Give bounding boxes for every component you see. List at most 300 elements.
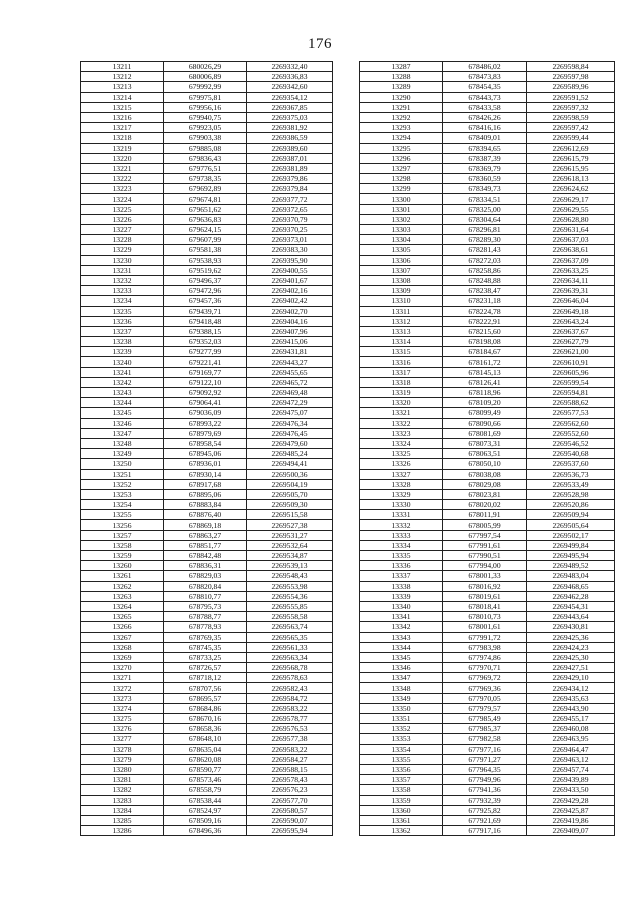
x-coordinate-cell: 678020,02 — [443, 500, 527, 510]
x-coordinate-cell: 678930,14 — [164, 469, 247, 479]
x-coordinate-cell: 678945,06 — [164, 449, 247, 459]
table-row — [360, 72, 615, 82]
y-coordinate-cell: 2269401,67 — [247, 275, 333, 285]
table-row — [360, 775, 615, 785]
x-coordinate-cell: 678707,56 — [164, 683, 247, 693]
y-coordinate-cell: 2269588,62 — [527, 398, 615, 408]
x-coordinate-cell: 679092,92 — [164, 388, 247, 398]
table-row — [81, 826, 333, 836]
y-coordinate-cell: 2269430,81 — [527, 622, 615, 632]
point-number-cell: 13216 — [81, 112, 164, 122]
y-coordinate-cell: 2269375,03 — [247, 112, 333, 122]
point-number-cell: 13283 — [81, 795, 164, 805]
y-coordinate-cell: 2269539,13 — [247, 561, 333, 571]
x-coordinate-cell: 678369,79 — [443, 163, 527, 173]
point-number-cell: 13351 — [360, 714, 443, 724]
y-coordinate-cell: 2269472,29 — [247, 398, 333, 408]
y-coordinate-cell: 2269565,35 — [247, 632, 333, 642]
x-coordinate-cell: 679607,99 — [164, 235, 247, 245]
x-coordinate-cell: 678863,27 — [164, 530, 247, 540]
point-number-cell: 13350 — [360, 703, 443, 713]
table-row — [360, 163, 615, 173]
y-coordinate-cell: 2269434,12 — [527, 683, 615, 693]
table-row — [81, 245, 333, 255]
table-row — [81, 265, 333, 275]
y-coordinate-cell: 2269479,60 — [247, 438, 333, 448]
y-coordinate-cell: 2269455,65 — [247, 367, 333, 377]
y-coordinate-cell: 2269429,10 — [527, 673, 615, 683]
point-number-cell: 13273 — [81, 693, 164, 703]
table-row — [81, 459, 333, 469]
point-number-cell: 13323 — [360, 428, 443, 438]
table-row — [81, 296, 333, 306]
x-coordinate-cell: 678788,77 — [164, 612, 247, 622]
point-number-cell: 13256 — [81, 520, 164, 530]
table-row — [81, 714, 333, 724]
y-coordinate-cell: 2269427,51 — [527, 663, 615, 673]
x-coordinate-cell: 678198,08 — [443, 337, 527, 347]
point-number-cell: 13329 — [360, 489, 443, 499]
y-coordinate-cell: 2269643,24 — [527, 316, 615, 326]
y-coordinate-cell: 2269425,87 — [527, 805, 615, 815]
y-coordinate-cell: 2269563,34 — [247, 652, 333, 662]
y-coordinate-cell: 2269599,44 — [527, 133, 615, 143]
x-coordinate-cell: 677971,27 — [443, 754, 527, 764]
table-row — [360, 398, 615, 408]
point-number-cell: 13251 — [81, 469, 164, 479]
table-row — [81, 510, 333, 520]
y-coordinate-cell: 2269520,86 — [527, 500, 615, 510]
point-number-cell: 13227 — [81, 225, 164, 235]
point-number-cell: 13310 — [360, 296, 443, 306]
y-coordinate-cell: 2269576,23 — [247, 785, 333, 795]
x-coordinate-cell: 679776,51 — [164, 163, 247, 173]
y-coordinate-cell: 2269583,22 — [247, 744, 333, 754]
point-number-cell: 13213 — [81, 82, 164, 92]
table-row — [360, 520, 615, 530]
point-number-cell: 13271 — [81, 673, 164, 683]
x-coordinate-cell: 678836,31 — [164, 561, 247, 571]
x-coordinate-cell: 678018,41 — [443, 601, 527, 611]
x-coordinate-cell: 678118,96 — [443, 388, 527, 398]
y-coordinate-cell: 2269558,58 — [247, 612, 333, 622]
y-coordinate-cell: 2269627,79 — [527, 337, 615, 347]
y-coordinate-cell: 2269489,52 — [527, 561, 615, 571]
table-row — [360, 805, 615, 815]
point-number-cell: 13267 — [81, 632, 164, 642]
y-coordinate-cell: 2269528,98 — [527, 489, 615, 499]
table-row — [360, 245, 615, 255]
x-coordinate-cell: 678005,99 — [443, 520, 527, 530]
point-number-cell: 13260 — [81, 561, 164, 571]
point-number-cell: 13265 — [81, 612, 164, 622]
x-coordinate-cell: 678573,46 — [164, 775, 247, 785]
point-number-cell: 13326 — [360, 459, 443, 469]
x-coordinate-cell: 678289,30 — [443, 235, 527, 245]
x-coordinate-cell: 677990,51 — [443, 551, 527, 561]
x-coordinate-cell: 679651,62 — [164, 204, 247, 214]
point-number-cell: 13244 — [81, 398, 164, 408]
x-coordinate-cell: 679457,36 — [164, 296, 247, 306]
table-row — [360, 785, 615, 795]
y-coordinate-cell: 2269373,01 — [247, 235, 333, 245]
point-number-cell: 13262 — [81, 581, 164, 591]
x-coordinate-cell: 678272,03 — [443, 255, 527, 265]
x-coordinate-cell: 678023,81 — [443, 489, 527, 499]
table-row — [81, 581, 333, 591]
table-row — [81, 632, 333, 642]
point-number-cell: 13245 — [81, 408, 164, 418]
table-row — [81, 184, 333, 194]
table-row — [360, 510, 615, 520]
y-coordinate-cell: 2269563,74 — [247, 622, 333, 632]
x-coordinate-cell: 678001,33 — [443, 571, 527, 581]
table-row — [81, 622, 333, 632]
table-row — [360, 133, 615, 143]
point-number-cell: 13215 — [81, 102, 164, 112]
point-number-cell: 13211 — [81, 62, 164, 72]
table-row — [360, 703, 615, 713]
point-number-cell: 13357 — [360, 775, 443, 785]
point-number-cell: 13299 — [360, 184, 443, 194]
x-coordinate-cell: 678648,10 — [164, 734, 247, 744]
y-coordinate-cell: 2269553,98 — [247, 581, 333, 591]
table-row — [81, 92, 333, 102]
point-number-cell: 13278 — [81, 744, 164, 754]
x-coordinate-cell: 680006,89 — [164, 72, 247, 82]
table-row — [360, 826, 615, 836]
table-row — [81, 377, 333, 387]
x-coordinate-cell: 678876,40 — [164, 510, 247, 520]
x-coordinate-cell: 679277,99 — [164, 347, 247, 357]
y-coordinate-cell: 2269425,30 — [527, 652, 615, 662]
point-number-cell: 13335 — [360, 551, 443, 561]
point-number-cell: 13284 — [81, 805, 164, 815]
table-row — [81, 500, 333, 510]
table-row — [81, 163, 333, 173]
x-coordinate-cell: 678038,08 — [443, 469, 527, 479]
y-coordinate-cell: 2269435,63 — [527, 693, 615, 703]
table-row — [81, 744, 333, 754]
point-number-cell: 13240 — [81, 357, 164, 367]
point-number-cell: 13300 — [360, 194, 443, 204]
point-number-cell: 13233 — [81, 286, 164, 296]
table-row — [81, 133, 333, 143]
x-coordinate-cell: 678769,35 — [164, 632, 247, 642]
point-number-cell: 13217 — [81, 123, 164, 133]
point-number-cell: 13354 — [360, 744, 443, 754]
table-row — [81, 194, 333, 204]
x-coordinate-cell: 678486,02 — [443, 62, 527, 72]
point-number-cell: 13314 — [360, 337, 443, 347]
x-coordinate-cell: 678019,61 — [443, 591, 527, 601]
y-coordinate-cell: 2269409,07 — [527, 826, 615, 836]
point-number-cell: 13341 — [360, 612, 443, 622]
y-coordinate-cell: 2269568,78 — [247, 663, 333, 673]
x-coordinate-cell: 678993,22 — [164, 418, 247, 428]
x-coordinate-cell: 678145,13 — [443, 367, 527, 377]
x-coordinate-cell: 678829,03 — [164, 571, 247, 581]
x-coordinate-cell: 678733,25 — [164, 652, 247, 662]
x-coordinate-cell: 678426,26 — [443, 112, 527, 122]
y-coordinate-cell: 2269465,72 — [247, 377, 333, 387]
y-coordinate-cell: 2269649,18 — [527, 306, 615, 316]
table-row — [81, 112, 333, 122]
table-row — [360, 347, 615, 357]
y-coordinate-cell: 2269638,61 — [527, 245, 615, 255]
y-coordinate-cell: 2269577,70 — [247, 795, 333, 805]
x-coordinate-cell: 678433,58 — [443, 102, 527, 112]
point-number-cell: 13346 — [360, 663, 443, 673]
y-coordinate-cell: 2269637,03 — [527, 235, 615, 245]
point-number-cell: 13223 — [81, 184, 164, 194]
y-coordinate-cell: 2269546,52 — [527, 438, 615, 448]
x-coordinate-cell: 679975,81 — [164, 92, 247, 102]
table-row — [81, 663, 333, 673]
x-coordinate-cell: 678334,51 — [443, 194, 527, 204]
point-number-cell: 13362 — [360, 826, 443, 836]
x-coordinate-cell: 678473,83 — [443, 72, 527, 82]
x-coordinate-cell: 678538,44 — [164, 795, 247, 805]
y-coordinate-cell: 2269577,38 — [247, 734, 333, 744]
x-coordinate-cell: 679122,10 — [164, 377, 247, 387]
table-row — [81, 540, 333, 550]
x-coordinate-cell: 677974,86 — [443, 652, 527, 662]
y-coordinate-cell: 2269468,65 — [527, 581, 615, 591]
point-number-cell: 13285 — [81, 815, 164, 825]
x-coordinate-cell: 678869,18 — [164, 520, 247, 530]
x-coordinate-cell: 678745,35 — [164, 642, 247, 652]
y-coordinate-cell: 2269387,01 — [247, 153, 333, 163]
y-coordinate-cell: 2269342,60 — [247, 82, 333, 92]
point-number-cell: 13225 — [81, 204, 164, 214]
y-coordinate-cell: 2269395,90 — [247, 255, 333, 265]
point-number-cell: 13220 — [81, 153, 164, 163]
point-number-cell: 13327 — [360, 469, 443, 479]
point-number-cell: 13270 — [81, 663, 164, 673]
point-number-cell: 13356 — [360, 764, 443, 774]
point-number-cell: 13246 — [81, 418, 164, 428]
table-row — [81, 82, 333, 92]
table-row — [360, 377, 615, 387]
x-coordinate-cell: 678184,67 — [443, 347, 527, 357]
x-coordinate-cell: 677991,72 — [443, 632, 527, 642]
point-number-cell: 13293 — [360, 123, 443, 133]
point-number-cell: 13355 — [360, 754, 443, 764]
point-number-cell: 13308 — [360, 275, 443, 285]
point-number-cell: 13229 — [81, 245, 164, 255]
x-coordinate-cell: 679472,96 — [164, 286, 247, 296]
point-number-cell: 13322 — [360, 418, 443, 428]
table-row — [81, 214, 333, 224]
y-coordinate-cell: 2269425,36 — [527, 632, 615, 642]
x-coordinate-cell: 678409,01 — [443, 133, 527, 143]
point-number-cell: 13307 — [360, 265, 443, 275]
table-row — [360, 204, 615, 214]
table-row — [81, 571, 333, 581]
x-coordinate-cell: 679352,03 — [164, 337, 247, 347]
point-number-cell: 13334 — [360, 540, 443, 550]
x-coordinate-cell: 678387,39 — [443, 153, 527, 163]
x-coordinate-cell: 678958,54 — [164, 438, 247, 448]
point-number-cell: 13235 — [81, 306, 164, 316]
x-coordinate-cell: 677949,96 — [443, 775, 527, 785]
point-number-cell: 13257 — [81, 530, 164, 540]
table-row — [81, 591, 333, 601]
table-row — [360, 591, 615, 601]
y-coordinate-cell: 2269354,12 — [247, 92, 333, 102]
y-coordinate-cell: 2269402,42 — [247, 296, 333, 306]
table-row — [360, 612, 615, 622]
point-number-cell: 13349 — [360, 693, 443, 703]
point-number-cell: 13288 — [360, 72, 443, 82]
point-number-cell: 13305 — [360, 245, 443, 255]
x-coordinate-cell: 678126,41 — [443, 377, 527, 387]
point-number-cell: 13304 — [360, 235, 443, 245]
y-coordinate-cell: 2269457,74 — [527, 764, 615, 774]
y-coordinate-cell: 2269628,80 — [527, 214, 615, 224]
table-row — [360, 815, 615, 825]
y-coordinate-cell: 2269584,72 — [247, 693, 333, 703]
y-coordinate-cell: 2269443,27 — [247, 357, 333, 367]
point-number-cell: 13345 — [360, 652, 443, 662]
x-coordinate-cell: 678524,97 — [164, 805, 247, 815]
y-coordinate-cell: 2269621,00 — [527, 347, 615, 357]
point-number-cell: 13343 — [360, 632, 443, 642]
y-coordinate-cell: 2269504,19 — [247, 479, 333, 489]
y-coordinate-cell: 2269531,27 — [247, 530, 333, 540]
point-number-cell: 13292 — [360, 112, 443, 122]
x-coordinate-cell: 678296,81 — [443, 225, 527, 235]
point-number-cell: 13332 — [360, 520, 443, 530]
y-coordinate-cell: 2269370,79 — [247, 214, 333, 224]
x-coordinate-cell: 679169,77 — [164, 367, 247, 377]
y-coordinate-cell: 2269439,89 — [527, 775, 615, 785]
x-coordinate-cell: 678281,43 — [443, 245, 527, 255]
point-number-cell: 13238 — [81, 337, 164, 347]
point-number-cell: 13324 — [360, 438, 443, 448]
point-number-cell: 13348 — [360, 683, 443, 693]
point-number-cell: 13290 — [360, 92, 443, 102]
x-coordinate-cell: 679923,05 — [164, 123, 247, 133]
table-row — [81, 286, 333, 296]
x-coordinate-cell: 678883,84 — [164, 500, 247, 510]
table-row — [360, 459, 615, 469]
table-row — [360, 255, 615, 265]
point-number-cell: 13254 — [81, 500, 164, 510]
y-coordinate-cell: 2269415,06 — [247, 337, 333, 347]
point-number-cell: 13231 — [81, 265, 164, 275]
point-number-cell: 13333 — [360, 530, 443, 540]
point-number-cell: 13317 — [360, 367, 443, 377]
point-number-cell: 13316 — [360, 357, 443, 367]
table-row — [360, 489, 615, 499]
x-coordinate-cell: 678349,73 — [443, 184, 527, 194]
table-row — [360, 112, 615, 122]
x-coordinate-cell: 677985,37 — [443, 724, 527, 734]
x-coordinate-cell: 678558,79 — [164, 785, 247, 795]
point-number-cell: 13252 — [81, 479, 164, 489]
point-number-cell: 13241 — [81, 367, 164, 377]
x-coordinate-cell: 679692,89 — [164, 184, 247, 194]
x-coordinate-cell: 678081,69 — [443, 428, 527, 438]
table-row — [81, 255, 333, 265]
table-row — [360, 143, 615, 153]
table-row — [81, 612, 333, 622]
point-number-cell: 13282 — [81, 785, 164, 795]
y-coordinate-cell: 2269554,36 — [247, 591, 333, 601]
point-number-cell: 13361 — [360, 815, 443, 825]
y-coordinate-cell: 2269534,87 — [247, 551, 333, 561]
point-number-cell: 13352 — [360, 724, 443, 734]
x-coordinate-cell: 679636,83 — [164, 214, 247, 224]
x-coordinate-cell: 679581,38 — [164, 245, 247, 255]
point-number-cell: 13224 — [81, 194, 164, 204]
x-coordinate-cell: 678222,91 — [443, 316, 527, 326]
point-number-cell: 13261 — [81, 571, 164, 581]
x-coordinate-cell: 678099,49 — [443, 408, 527, 418]
table-row — [360, 744, 615, 754]
y-coordinate-cell: 2269332,40 — [247, 62, 333, 72]
y-coordinate-cell: 2269499,84 — [527, 540, 615, 550]
point-number-cell: 13309 — [360, 286, 443, 296]
y-coordinate-cell: 2269536,73 — [527, 469, 615, 479]
x-coordinate-cell: 678215,60 — [443, 326, 527, 336]
x-coordinate-cell: 677985,49 — [443, 714, 527, 724]
point-number-cell: 13228 — [81, 235, 164, 245]
table-row — [81, 683, 333, 693]
point-number-cell: 13280 — [81, 764, 164, 774]
y-coordinate-cell: 2269594,81 — [527, 388, 615, 398]
x-coordinate-cell: 678050,10 — [443, 459, 527, 469]
x-coordinate-cell: 679064,41 — [164, 398, 247, 408]
y-coordinate-cell: 2269502,17 — [527, 530, 615, 540]
table-row — [360, 235, 615, 245]
point-number-cell: 13319 — [360, 388, 443, 398]
page-number: 176 — [308, 36, 332, 52]
point-number-cell: 13344 — [360, 642, 443, 652]
point-number-cell: 13248 — [81, 438, 164, 448]
point-number-cell: 13222 — [81, 174, 164, 184]
x-coordinate-cell: 677964,35 — [443, 764, 527, 774]
x-coordinate-cell: 678851,77 — [164, 540, 247, 550]
point-number-cell: 13219 — [81, 143, 164, 153]
table-row — [360, 449, 615, 459]
x-coordinate-cell: 677921,69 — [443, 815, 527, 825]
y-coordinate-cell: 2269629,17 — [527, 194, 615, 204]
x-coordinate-cell: 678073,31 — [443, 438, 527, 448]
y-coordinate-cell: 2269631,64 — [527, 225, 615, 235]
y-coordinate-cell: 2269460,08 — [527, 724, 615, 734]
table-row — [360, 540, 615, 550]
table-row — [81, 306, 333, 316]
y-coordinate-cell: 2269637,09 — [527, 255, 615, 265]
table-row — [81, 235, 333, 245]
x-coordinate-cell: 679519,62 — [164, 265, 247, 275]
y-coordinate-cell: 2269597,98 — [527, 72, 615, 82]
point-number-cell: 13301 — [360, 204, 443, 214]
y-coordinate-cell: 2269370,25 — [247, 225, 333, 235]
table-row — [360, 581, 615, 591]
table-row — [360, 408, 615, 418]
y-coordinate-cell: 2269515,58 — [247, 510, 333, 520]
x-coordinate-cell: 678979,69 — [164, 428, 247, 438]
table-row — [360, 214, 615, 224]
x-coordinate-cell: 678063,51 — [443, 449, 527, 459]
x-coordinate-cell: 678670,16 — [164, 714, 247, 724]
x-coordinate-cell: 677983,98 — [443, 642, 527, 652]
table-row — [360, 500, 615, 510]
